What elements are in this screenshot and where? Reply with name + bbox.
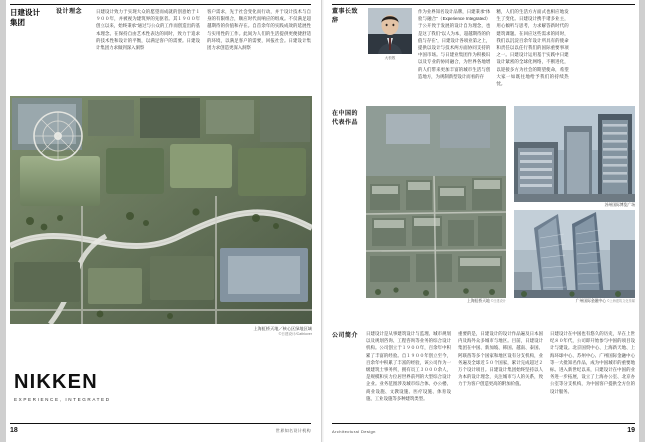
right-footer-text: Architectural Design (332, 429, 376, 434)
right-body-column-2: 精，人们的生活方方面式也相应地发生了变化。日建设计携手诸多业主，用心倾听与思考，力求解答新时代的建筑课题。在回应这些需求的同时，我们以沉淀百余年设计所具有的使命和责任以以任行我们的国际重要事项之一。日建设计运用基于实践中日建设计紧密的全球化网络，不断进化，以迎接多方为社会的期望使命，希望大家一如既往地给予我们的持续热忱。 (496, 9, 569, 87)
right-body-column-1: 作为业界知名设计品牌，日建秉承“体验与融合”（Experience Integrated）于公开致于发展的设计自为理念，也是这了我们“以人为本，超越期待的价值与存在”，日建设计各项业第之上，提供以设计与技术两方面协同支持的中国市场。与日建业集团作为积极识以及专业的协同融合，为世界各地增的人们带来更加丰富的城市生活与创造地方，为规制新型设计而看的存 (418, 9, 491, 79)
left-page (0, 0, 322, 442)
shanghai-hongqiao-caption (366, 299, 506, 304)
guangzhou-towers-caption-credit: ©上海建筑文化传媒 (607, 299, 635, 303)
portrait-graphic (368, 8, 412, 54)
suzhou-complex-caption-text: 苏州国际博览广场 (604, 203, 635, 207)
aerial-rooftop-garden-photo (10, 96, 312, 324)
nikken-logo (14, 371, 111, 402)
hero-caption-block (10, 326, 312, 338)
chairman-portrait-photo (368, 8, 412, 54)
hongqiao-aerial-graphic (366, 106, 506, 298)
right-page-edge (639, 0, 645, 442)
right-page-number: 19 (627, 427, 635, 434)
suzhou-complex-caption (514, 203, 635, 208)
brand-title: 日建设计集团 (10, 8, 40, 27)
left-header-area (10, 8, 311, 86)
guangzhou-towers-graphic (514, 210, 635, 298)
nikken-logo-word: NIKKEN (14, 371, 98, 393)
hero-caption: 上海虹桥天地／核心区绿地区域 (253, 326, 312, 331)
top-rule-right (332, 4, 635, 5)
spread-gutter (321, 0, 324, 442)
section-label-works: 在中国的代表作品 (332, 111, 359, 126)
company-intro-columns (366, 330, 635, 402)
suzhou-commercial-complex-photo (514, 106, 635, 202)
left-body-column-2: 客户需求，先于社会变化而行动，并于设计技术与自身的有限组合，顺应时代而响应的组成。不仅满足超越期待的价值和存在。自首余年的实践成效的延展性与实用性的工作。此间为人们的生活提供更便捷舒适的环境，以满足客户的需要，回报社会。日建设计集团力求创造更深入洞察 (207, 9, 311, 51)
works-gallery (366, 106, 635, 321)
left-footer (10, 423, 311, 434)
left-body-columns (96, 8, 311, 86)
left-body-column-1: 日建设计致力于实现大众的愿望而成就的创意始于１９００年，并被视为建筑界的先驱者。其１９００年创立以来，始终秉承“通过与公众的工作而创造出的基本理念。在保持自由艺术性表达的同时，致力于追求的技术性和设计的平衡，以满足客户的需要。日建设计集团力求做到深入洞察 (96, 9, 200, 51)
shanghai-hongqiao-caption-text: 上海虹桥天地 (467, 299, 490, 303)
right-footer (332, 423, 635, 434)
left-page-number: 18 (10, 427, 18, 434)
section-label-design-philosophy: 设计理念 (56, 9, 83, 15)
brand-title-block (10, 8, 50, 86)
nikken-logo-tagline: EXPERIENCE, INTEGRATED (14, 397, 111, 402)
right-body-columns (418, 8, 635, 88)
left-page-edge (0, 0, 6, 442)
chairman-portrait-block (368, 8, 412, 88)
top-rule (10, 4, 311, 5)
intro-column-1: 日建设计是从事建筑设计与监理、城市规划以及规划咨询、工程咨询等业务的综合设计机构。公司创立于１９００年，百余年中积累了丰富的经验。自１９００年创立至今，百余年中积累了丰富的经验，该公司作为一级建筑士事务所，拥有员工３０００余人，是规模和实力位居世界前列的大型综合设计企业。业务范围涉及城市综合体、办公楼、商业设施、文教设施、医疗设施、体育设施、工业设施等多种建筑类型。 (366, 331, 451, 401)
section-label-chairman-message: 董事长致辞 (332, 9, 359, 24)
guangzhou-towers-caption-text: 广州国际金融中心 (575, 299, 607, 303)
chairman-portrait-caption: 大松敦 (384, 56, 396, 60)
right-header-area (332, 8, 635, 88)
intro-column-2: 重要的是，日建设计的设计作品遍及日本国内及海外众多城市与地区。目前，日建设计集团在中国、新加坡、韩国、越南、泰国、阿联酋等多个国家和地区设有分支机构，业务遍及全球近５０个国家，累计完成超过２万个设计项目。日建设计集团始终坚持以人为本的设计理念，关注城市与人的关系，致力于为客户创造更高的附加价值。 (458, 331, 543, 387)
shanghai-hongqiao-caption-credit: ©日建设计 (490, 299, 506, 303)
hero-caption-credit: ©日建设计/Cathlover (278, 332, 312, 336)
shanghai-hongqiao-aerial-photo (366, 106, 506, 298)
left-footer-text: 世界知名设计机构 (275, 428, 311, 433)
intro-column-3: 日建设计在中国也有悠久的历史，早在上世纪８０年代，公司即开始参与中国的项目设计与建设。北京国贸中心、上海新天地、上海环球中心、苏州中心、广州国际金融中心等一大批知名作品，成为中国城市的重要地标。进入新世纪以来，日建设计在中国的业务进一步拓展，设立了上海办公室、北京办公室等分支机构，为中国客户提供全方位的设计服务。 (550, 331, 635, 394)
aerial-photo-graphic (10, 96, 312, 324)
guangzhou-twin-towers-photo (514, 210, 635, 298)
section-label-company-intro: 公司简介 (332, 333, 359, 339)
guangzhou-towers-caption (514, 299, 635, 304)
suzhou-complex-graphic (514, 106, 635, 202)
right-page (322, 0, 645, 442)
